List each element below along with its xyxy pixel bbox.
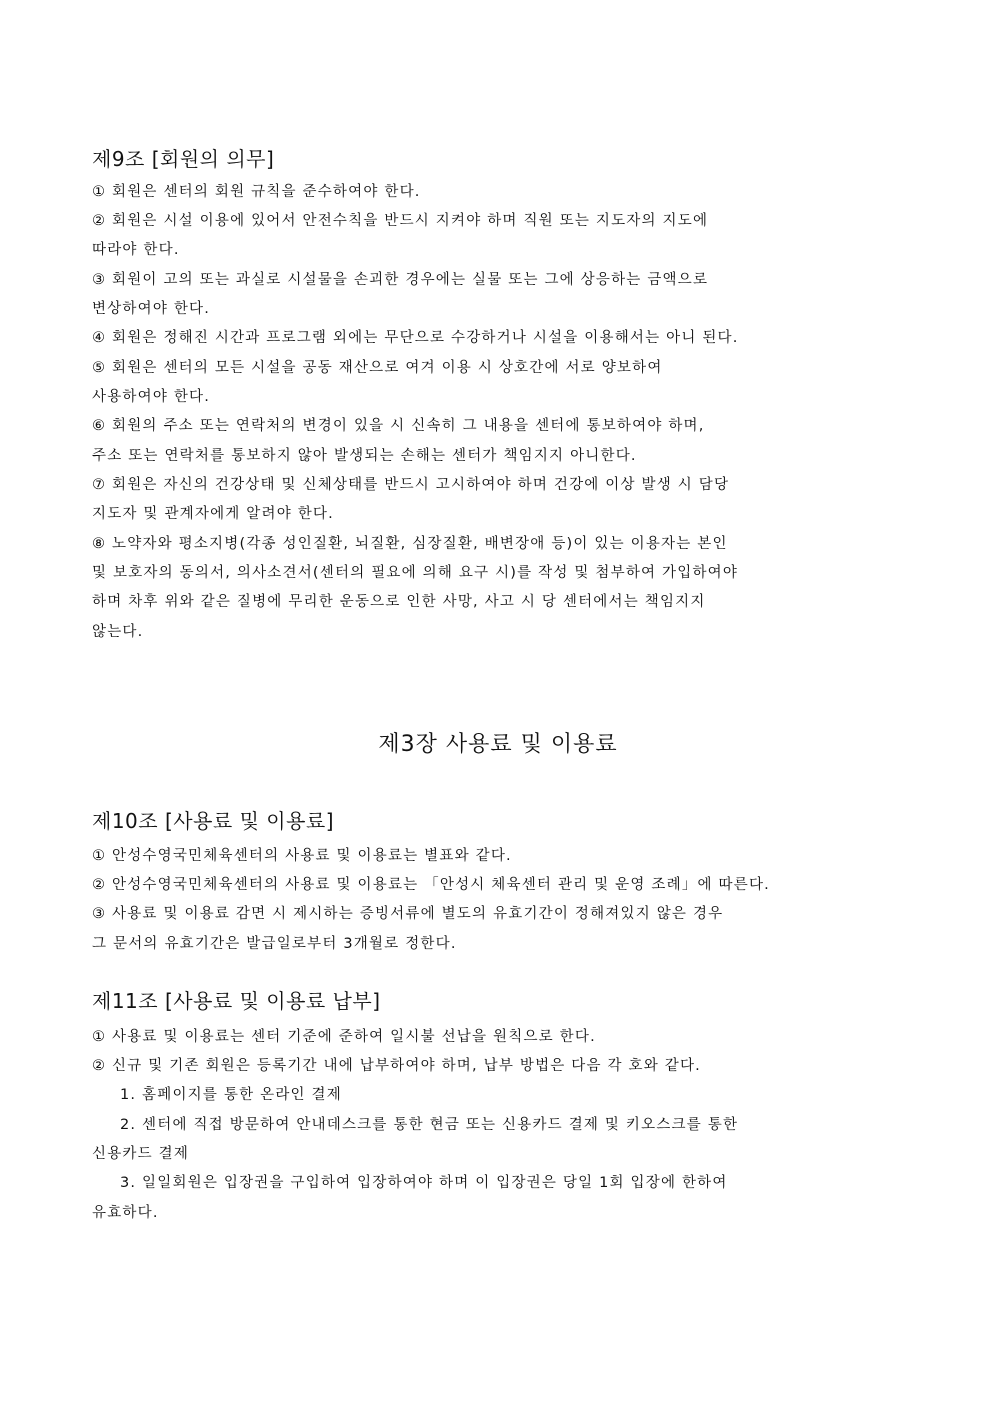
article-10-line: ② 안성수영국민체육센터의 사용료 및 이용료는 「안성시 체육센터 관리 및 운영 조례」에 따른다.	[92, 877, 770, 893]
article-10-line: 그 문서의 유효기간은 발급일로부터 3개월로 정한다.	[92, 936, 457, 952]
article-9-line: ④ 회원은 정해진 시간과 프로그램 외에는 무단으로 수강하거나 시설을 이용해서는 아니 된다.	[92, 330, 739, 346]
article-11-line: 신용카드 결제	[92, 1146, 190, 1162]
article-9-line: 주소 또는 연락처를 통보하지 않아 발생되는 손해는 센터가 책임지지 아니한다.	[92, 448, 637, 464]
article-11-list-item: 1. 홈페이지를 통한 온라인 결제	[120, 1087, 342, 1103]
chapter-title: 제3장 사용료 및 이용료	[378, 732, 618, 757]
article-9-line: ⑧ 노약자와 평소지병(각종 성인질환, 뇌질환, 심장질환, 배변장애 등)이 있는 이용자는 본인	[92, 536, 728, 552]
article-9-line: 및 보호자의 동의서, 의사소견서(센터의 필요에 의해 요구 시)를 작성 및 첨부하여 가입하여야	[92, 565, 739, 581]
article-9-line: ① 회원은 센터의 회원 규칙을 준수하여야 한다.	[92, 184, 421, 200]
article-9-line: 변상하여야 한다.	[92, 301, 211, 317]
article-10-line: ① 안성수영국민체육센터의 사용료 및 이용료는 별표와 같다.	[92, 848, 512, 864]
article-11-list-item: 2. 센터에 직접 방문하여 안내데스크를 통한 현금 또는 신용카드 결제 및 키오스크를 통한	[120, 1117, 739, 1133]
article-9-line: 않는다.	[92, 624, 144, 640]
article-10-title: 제10조 [사용료 및 이용료]	[92, 809, 335, 833]
article-9-line: ③ 회원이 고의 또는 과실로 시설물을 손괴한 경우에는 실물 또는 그에 상응하는 금액으로	[92, 272, 709, 288]
article-11-title: 제11조 [사용료 및 이용료 납부]	[92, 989, 381, 1013]
article-11-list-item: 3. 일일회원은 입장권을 구입하여 입장하여야 하며 이 입장권은 당일 1회 입장에 한하여	[120, 1175, 728, 1191]
article-9-line: 하며 차후 위와 같은 질병에 무리한 운동으로 인한 사망, 사고 시 당 센터에서는 책임지지	[92, 594, 706, 610]
article-10-line: ③ 사용료 및 이용료 감면 시 제시하는 증빙서류에 별도의 유효기간이 정해져있지 않은 경우	[92, 906, 724, 922]
article-11-line: ① 사용료 및 이용료는 센터 기준에 준하여 일시불 선납을 원칙으로 한다.	[92, 1029, 596, 1045]
article-9-line: ② 회원은 시설 이용에 있어서 안전수칙을 반드시 지켜야 하며 직원 또는 지도자의 지도에	[92, 213, 709, 229]
article-11-line: 유효하다.	[92, 1205, 159, 1221]
article-9-line: 사용하여야 한다.	[92, 389, 211, 405]
article-9-title: 제9조 [회원의 의무]	[92, 147, 275, 171]
article-9-line: 따라야 한다.	[92, 242, 180, 258]
article-9-line: ⑥ 회원의 주소 또는 연락처의 변경이 있을 시 신속히 그 내용을 센터에 통보하여야 하며,	[92, 418, 705, 434]
article-11-line: ② 신규 및 기존 회원은 등록기간 내에 납부하여야 하며, 납부 방법은 다음 각 호와 같다.	[92, 1058, 701, 1074]
article-9-line: ⑤ 회원은 센터의 모든 시설을 공동 재산으로 여겨 이용 시 상호간에 서로 양보하여	[92, 360, 663, 376]
article-9-line: 지도자 및 관계자에게 알려야 한다.	[92, 506, 334, 522]
article-9-line: ⑦ 회원은 자신의 건강상태 및 신체상태를 반드시 고시하여야 하며 건강에 이상 발생 시 담당	[92, 477, 730, 493]
